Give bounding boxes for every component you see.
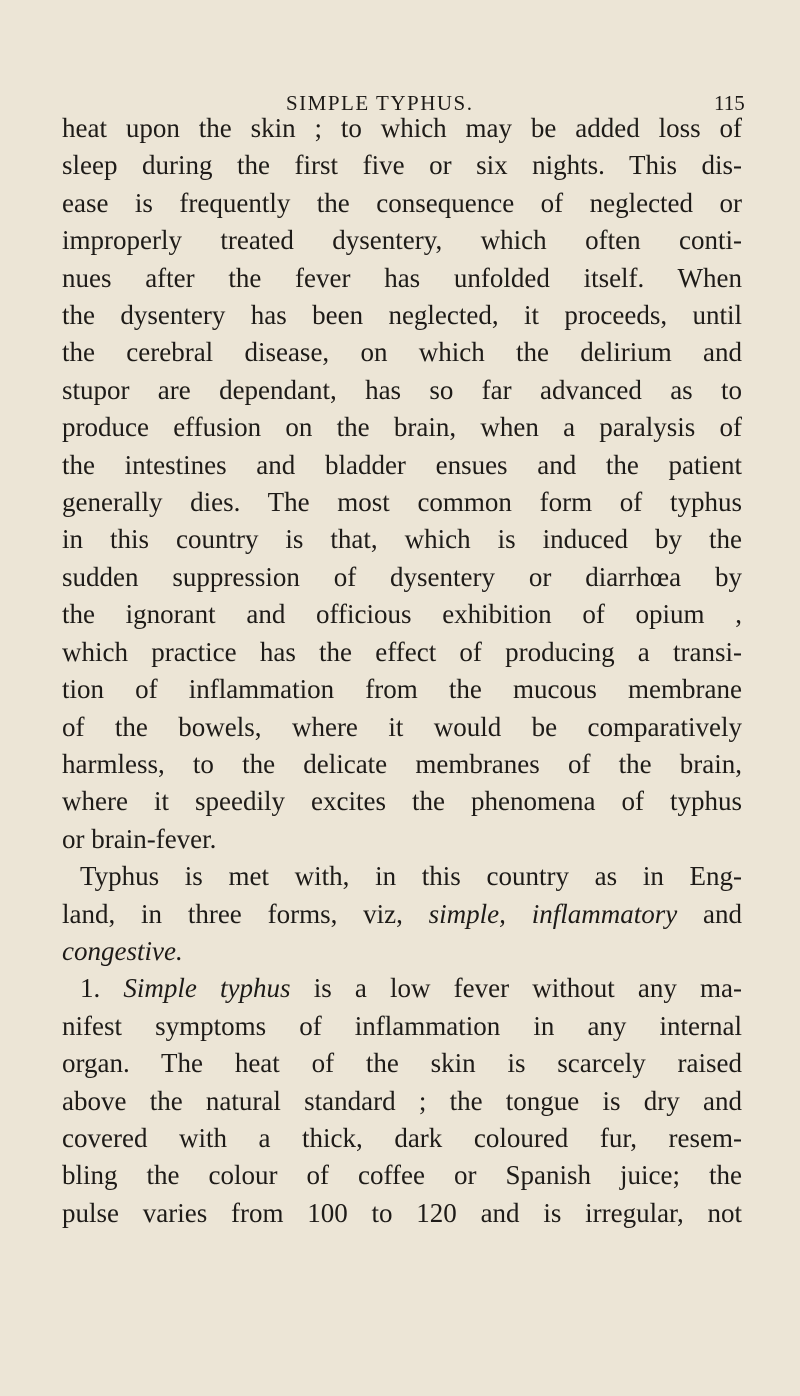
- text-line: tion of inflammation from the mucous membrane: [62, 674, 742, 705]
- text-line: [62, 933, 742, 970]
- text-run: and: [677, 898, 742, 929]
- text-line: the intestines and bladder ensues and the patient: [62, 449, 742, 480]
- text-line: the dysentery has been neglected, it proceeds, until: [62, 300, 742, 331]
- italic-heading: Simple typhus: [123, 973, 291, 1004]
- text-line: [62, 970, 742, 1007]
- text-line: bling the colour of coffee or Spanish juice; the: [62, 1160, 742, 1191]
- text-line: harmless, to the delicate membranes of the brain,: [62, 748, 742, 779]
- text-line: sudden suppression of dysentery or diarrhœa by: [62, 561, 742, 592]
- text-line: the cerebral disease, on which the delirium and: [62, 337, 742, 368]
- text-line: of the bowels, where it would be comparatively: [62, 711, 742, 742]
- text-line: pulse varies from 100 to 120 and is irregular, not: [62, 1197, 742, 1228]
- text-line: in this country is that, which is induced by the: [62, 524, 742, 555]
- text-line: where it speedily excites the phenomena of typhus: [62, 786, 742, 817]
- list-number: 1.: [80, 973, 124, 1004]
- text-line: sleep during the first five or six nights. This dis-: [62, 150, 742, 181]
- text-line: above the natural standard ; the tongue is dry and: [62, 1085, 742, 1116]
- text-line: [62, 896, 742, 933]
- text-line: organ. The heat of the skin is scarcely raised: [62, 1048, 742, 1079]
- text-line: which practice has the effect of producing a transi-: [62, 636, 742, 667]
- text-line: generally dies. The most common form of typhus: [62, 487, 742, 518]
- text-line: improperly treated dysentery, which often conti-: [62, 225, 742, 256]
- page-number: 115: [714, 91, 745, 115]
- text-line: nifest symptoms of inflammation in any internal: [62, 1010, 742, 1041]
- text-line: Typhus is met with, in this country as in Eng-: [80, 861, 742, 892]
- text-line: produce effusion on the brain, when a paralysis of: [62, 412, 742, 443]
- italic-terms: simple, inflammatory: [428, 898, 678, 929]
- body-text: [62, 110, 742, 1232]
- running-title: SIMPLE TYPHUS.: [286, 91, 474, 115]
- text-line: heat upon the skin ; to which may be added loss of: [62, 113, 742, 143]
- text-line: nues after the fever has unfolded itself. When: [62, 262, 742, 293]
- text-line: or brain-fever.: [62, 823, 217, 854]
- text-run: is a low fever without any ma-: [290, 973, 743, 1004]
- text-line: ease is frequently the consequence of neglected or: [62, 187, 742, 218]
- italic-term: congestive.: [62, 935, 183, 966]
- text-line: covered with a thick, dark coloured fur, resem-: [62, 1122, 742, 1153]
- text-line: the ignorant and officious exhibition of opium ,: [62, 599, 742, 630]
- text-line: stupor are dependant, has so far advanced as to: [62, 374, 742, 405]
- text-run: land, in three forms, viz,: [62, 898, 429, 929]
